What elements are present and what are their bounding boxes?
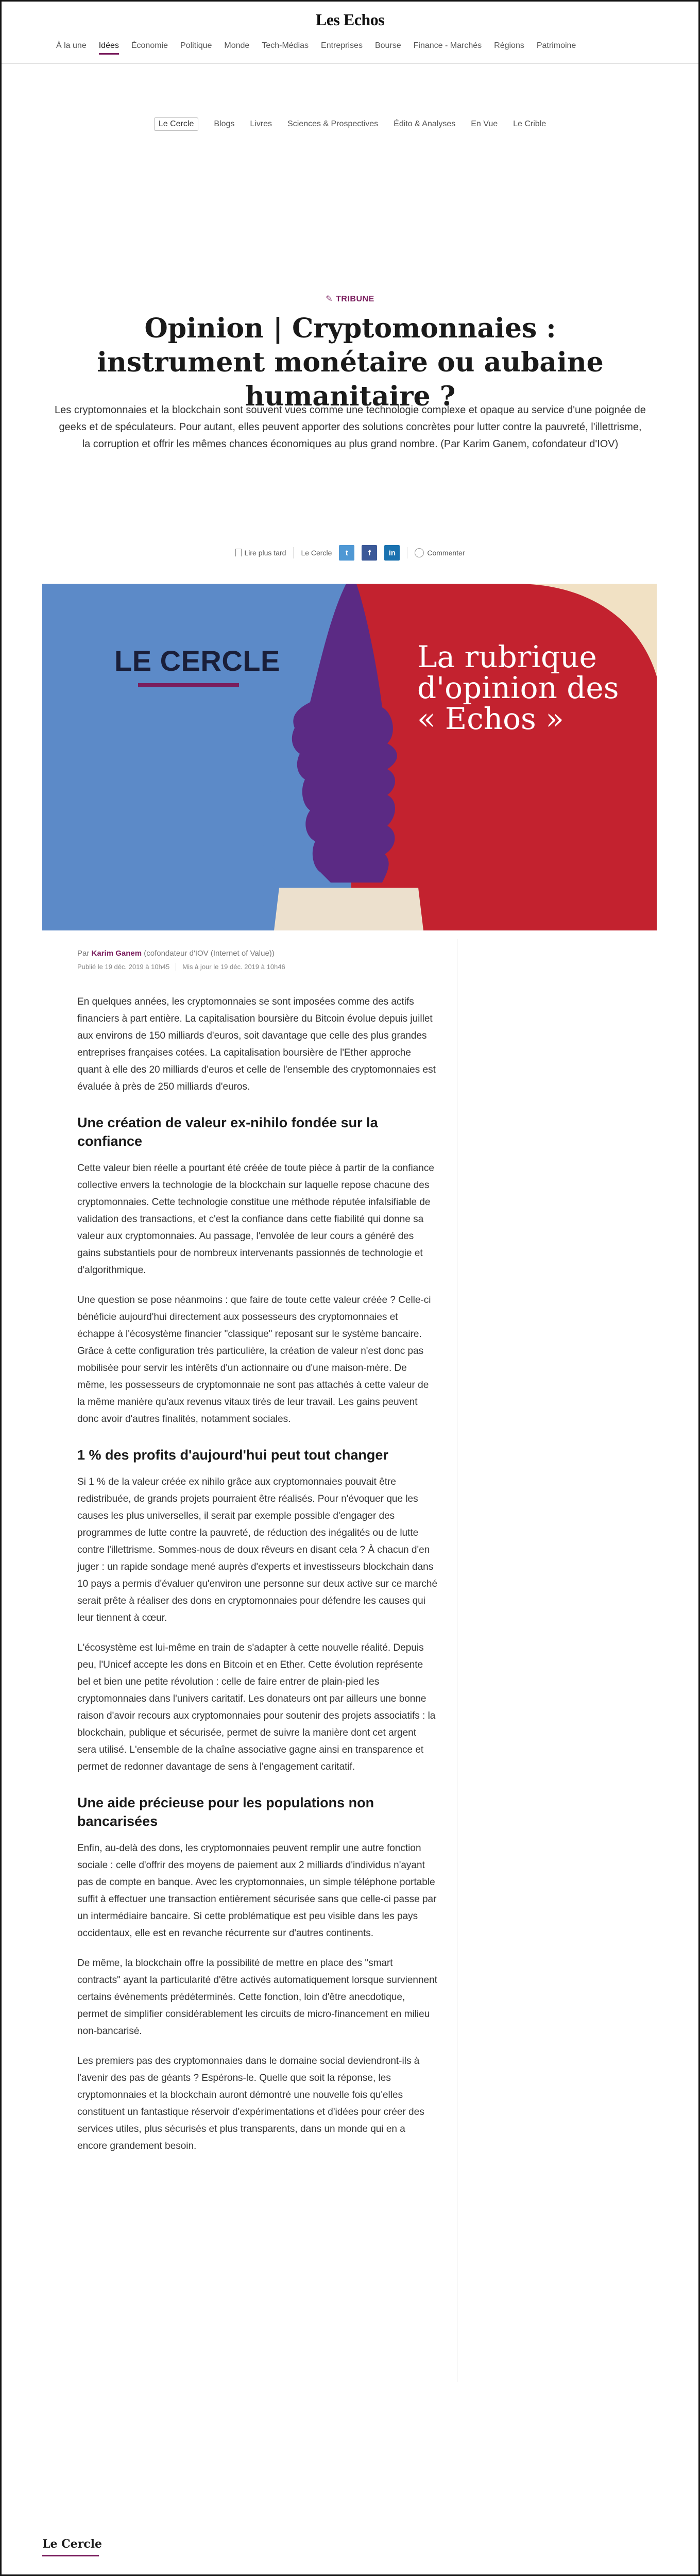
comment-label: Commenter	[427, 549, 465, 557]
paragraph-1: En quelques années, les cryptomonnaies se sont imposées comme des actifs financiers à part entière. La capitalisation boursière du Bitcoin évolue depuis juillet aux environs de 150 milliards d'euros, soit davantage que celle des plus grandes entreprises françaises cotées. La capitalisation boursière de l'Ether approche quant à elle des 20 milliards d'euros et celle de l'ensemble des cryptomonnaies est évaluée à près de 250 milliards d'euros.	[77, 996, 436, 1092]
paragraph-6: Enfin, au-delà des dons, les cryptomonnaies peuvent remplir une autre fonction sociale : celle d'offrir des moyens de paiement aux 2 milliards d'individus n'ayant pas de compte en banque. Avec les cryptomonnaies, un simple téléphone portable suffit à effectuer une transaction entièrement sécurisée sans que celle-ci passe par un intermédiaire bancaire. Si cette problématique est peu visible dans les pays occidentaux, elle est en revanche récurrente sur d'autres continents.	[77, 1843, 437, 1939]
nav-item-regions[interactable]: Régions	[494, 41, 524, 50]
pen-icon: ✎	[326, 295, 333, 303]
article-kicker	[0, 294, 700, 304]
paragraph-5: L'écosystème est lui-même en train de s'adapter à cette nouvelle réalité. Depuis peu, l'Unicef accepte les dons en Bitcoin et en Ether. Cette évolution représente bel et bien une petite révolution : celle de faire entrer de plain-pied les cryptomonnaies dans l'univers caritatif. Les donateurs ont par ailleurs une bonne raison d'avoir recours aux cryptomonnaies pour soutenir des projets associatifs : la blockchain, publique et sécurisée, permet de suivre la manière dont cet argent sera utilisé. L'ensemble de la chaîne associative gagne ainsi en transparence et permet de redonner davantage de sens à l'engagement caritatif.	[77, 1642, 436, 1772]
sub-nav	[0, 120, 700, 131]
hero-underline	[138, 683, 239, 687]
nav-item-tech-medias[interactable]: Tech-Médias	[262, 41, 309, 50]
paragraph-8: Les premiers pas des cryptomonnaies dans le domaine social deviendront-ils à l'avenir des pas de géants ? Espérons-le. Quelle que soit la réponse, les cryptomonnaies et la blockchain auront démontré une nouvelle fois qu'elles constituent un fantastique réservoir d'expérimentations et d'idées pour créer des services utiles, plus sécurisés et plus transparents, dans un monde qui en a encore grandement besoin.	[77, 2056, 424, 2151]
nav-item-a-la-une[interactable]: À la une	[56, 41, 87, 50]
hero-graphic	[42, 584, 657, 930]
share-separator	[293, 547, 294, 558]
hero-rubrique-label: La rubrique d'opinion des « Echos »	[417, 639, 619, 736]
nav-item-economie[interactable]: Économie	[131, 41, 168, 50]
paragraph-3: Une question se pose néanmoins : que faire de toute cette valeur créée ? Celle-ci bénéficie aujourd'hui directement aux possesseurs des cryptomonnaies et échappe à l'écosystème financier "classique" reposant sur le système bancaire. Grâce à cette configuration très particulière, la création de valeur n'est donc pas mobilisée pour servir les intérêts d'un actionnaire ou d'une maison-mère. De même, les possesseurs de cryptomonnaie ne sont pas attachés à cette valeur de la même manière qu'aux revenus vitaux tirés de leur travail. Les gains peuvent donc avoir d'autres finalités, notamment sociales.	[77, 1295, 431, 1425]
section-heading-2: 1 % des profits d'aujourd'hui peut tout changer	[77, 1447, 388, 1463]
facebook-share-button[interactable]	[362, 545, 377, 561]
nav-item-finance-marches[interactable]: Finance - Marchés	[413, 41, 482, 50]
comment-button[interactable]	[415, 548, 465, 557]
byline-author-line	[77, 948, 448, 959]
nav-item-monde[interactable]: Monde	[224, 41, 250, 50]
byline-dates	[77, 961, 448, 973]
updated-date: Mis à jour le 19 déc. 2019 à 10h46	[176, 963, 285, 971]
kicker-label: TRIBUNE	[336, 295, 374, 303]
twitter-icon: t	[345, 548, 348, 557]
subnav-item-le-crible[interactable]: Le Crible	[513, 120, 547, 128]
section-heading-3: Une aide précieuse pour les populations non bancarisées	[77, 1795, 374, 1829]
facebook-icon: f	[368, 548, 371, 557]
article-body	[77, 993, 438, 2167]
subnav-item-en-vue[interactable]: En Vue	[471, 120, 498, 128]
red-head-shape	[351, 584, 657, 930]
neck-pedestal	[274, 888, 423, 930]
nav-item-idees[interactable]: Idées	[93, 41, 125, 56]
subnav-item-editos[interactable]: Édito & Analyses	[394, 120, 456, 128]
article-title: Opinion | Cryptomonnaies : instrument monétaire ou aubaine humanitaire ?	[97, 313, 604, 412]
linkedin-icon: in	[388, 548, 396, 557]
footer-section-label[interactable]: Le Cercle	[42, 2537, 102, 2551]
read-later-button[interactable]	[235, 549, 286, 557]
read-later-label: Lire plus tard	[244, 549, 286, 557]
twitter-share-button[interactable]	[339, 545, 354, 561]
footer-underline	[42, 2555, 99, 2556]
share-bar	[0, 545, 700, 561]
published-date: Publié le 19 déc. 2019 à 10h45	[77, 963, 170, 971]
subnav-item-sciences[interactable]: Sciences & Prospectives	[287, 120, 379, 128]
byline-role: (cofondateur d'IOV (Internet of Value))	[144, 949, 275, 958]
nav-item-bourse[interactable]: Bourse	[374, 41, 401, 50]
byline	[77, 948, 448, 973]
byline-prefix: Par	[77, 949, 90, 958]
article-lead: Les cryptomonnaies et la blockchain sont souvent vues comme une technologie complexe et opaque au service d'une poignée de geeks et de spéculateurs. Pour autant, elles peuvent apporter des solutions concrètes pour lutter contre la pauvreté, l'illettrisme, la corruption et offrir les mêmes chances économiques au plus grand nombre. (Par Karim Ganem, cofondateur d'IOV)	[55, 404, 646, 450]
footer-section-heading	[42, 2537, 102, 2556]
linkedin-share-button[interactable]	[384, 545, 400, 561]
byline-author-link[interactable]: Karim Ganem	[91, 949, 142, 958]
section-heading-1: Une création de valeur ex-nihilo fondée sur la confiance	[77, 1115, 378, 1149]
paragraph-4: Si 1 % de la valeur créée ex nihilo grâce aux cryptomonnaies pouvait être redistribuée, de grands projets pourraient être réalisés. Pour n'évoquer que les causes les plus universelles, il serait par exemple possible d'engager des programmes de lutte contre la pauvreté, de réduction des inégalités ou de lutte contre l'illettrisme. Sommes-nous de doux rêveurs en disant cela ? À chacun d'en juger : un rapide sondage mené auprès d'experts et investisseurs blockchain dans 10 pays a permis d'évaluer qu'environ une personne sur deux active sur ce marché serait prête à réaliser des dons en cryptomonnaies pour défendre les causes qui leur tiennent à cœur.	[77, 1477, 438, 1623]
hero-le-cercle-label: LE CERCLE	[114, 645, 280, 677]
subnav-item-blogs[interactable]: Blogs	[214, 120, 235, 128]
site-header	[0, 0, 700, 64]
subnav-item-livres[interactable]: Livres	[250, 120, 272, 128]
subnav-item-le-cercle[interactable]: Le Cercle	[154, 117, 198, 131]
hero-illustration	[42, 584, 657, 930]
nav-item-patrimoine[interactable]: Patrimoine	[536, 41, 576, 50]
bookmark-icon	[235, 549, 242, 556]
section-link[interactable]: Le Cercle	[301, 549, 332, 557]
paragraph-2: Cette valeur bien réelle a pourtant été créée de toute pièce à partir de la confiance collective envers la technologie de la blockchain sur laquelle repose chacune des cryptomonnaies. Cette technologie constitue une méthode réputée infalsifiable de validation des transactions, et c'est la confiance dans cette fiabilité qui donne sa valeur aux cryptomonnaies. Au passage, l'envolée de leur cours a généré des gains substantiels pour de nombreux intervenants passionnés de technologie et d'algorithmique.	[77, 1163, 434, 1276]
comment-icon	[415, 548, 424, 557]
site-logo[interactable]: Les Echos	[315, 10, 385, 29]
paragraph-7: De même, la blockchain offre la possibilité de mettre en place des "smart contracts" ayant la particularité d'être activés automatiquement lorsque surviennent certains événements prédéterminés. Cette fonction, loin d'être anecdotique, permet de simplifier considérablement les circuits de micro-financement en milieu non-bancarisé.	[77, 1958, 437, 2037]
nav-item-entreprises[interactable]: Entreprises	[321, 41, 363, 50]
main-nav	[50, 41, 582, 56]
nav-item-politique[interactable]: Politique	[180, 41, 212, 50]
